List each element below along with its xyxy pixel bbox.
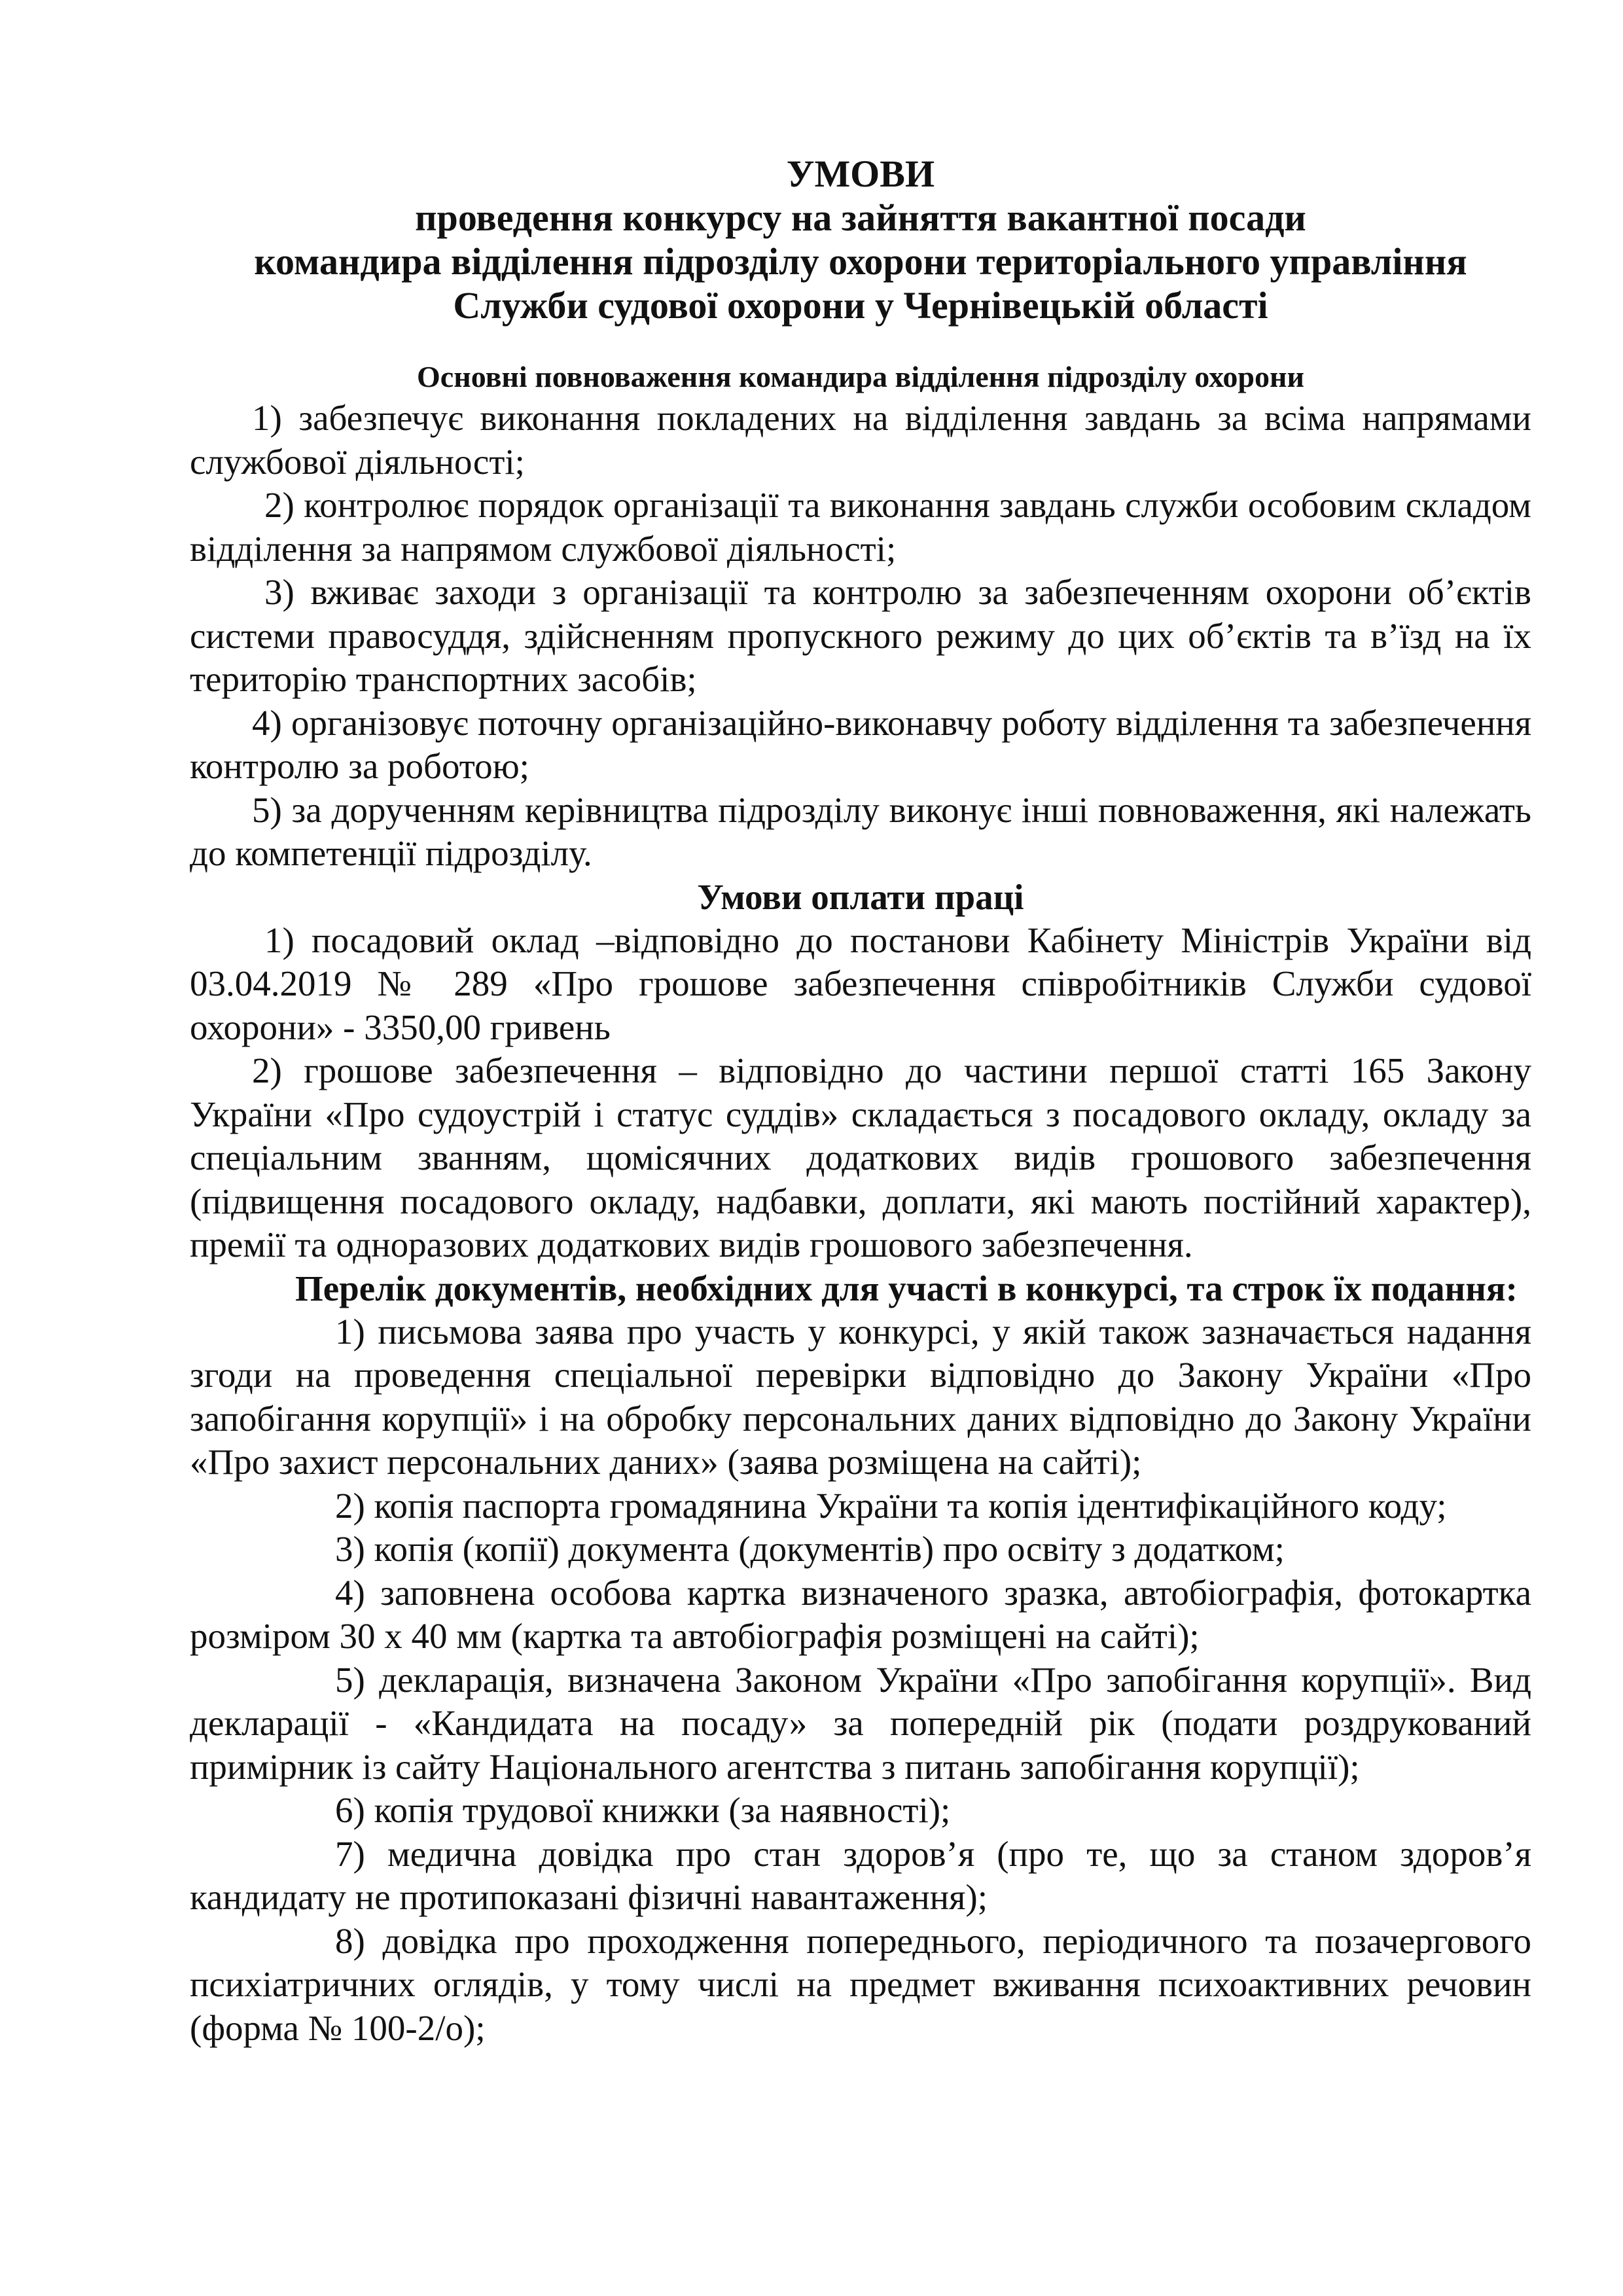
documents-item: 7) медична довідка про стан здоров’я (про те, що за станом здоров’я кандидату не протипоказані фізичні навантаження); [190,1833,1531,1917]
documents-item: 6) копія трудової книжки (за наявності); [335,1790,951,1830]
documents-item: 2) копія паспорта громадянина України та копія ідентифікаційного коду; [335,1485,1447,1526]
document-page [190,152,1531,2050]
pay-item: 1) посадовий оклад –відповідно до постанови Кабінету Міністрів України від 03.04.2019 № 289 «Про грошове забезпечення співробітників Служби судової охорони» - 3350,00 гривень [190,920,1531,1047]
powers-heading: Основні повноваження командира відділення підрозділу охорони [417,360,1304,393]
documents-item: 4) заповнена особова картка визначеного зразка, автобіографія, фотокартка розміром 30 х 40 мм (картка та автобіографія розміщені на сайті); [190,1572,1531,1656]
title-line: проведення конкурсу на зайняття вакантної посади [415,196,1306,239]
powers-item: 2) контролює порядок організації та виконання завдань служби особовим складом відділення за напрямом службової діяльності; [190,485,1531,569]
documents-item: 1) письмова заява про участь у конкурсі, у якій також зазначається надання згоди на проведення спеціальної перевірки відповідно до Закону України «Про запобігання корупції» і на обробку персональних даних відповідно до Закону України «Про захист персональних даних» (заява розміщена на сайті); [190,1311,1531,1482]
powers-item: 1) забезпечує виконання покладених на відділення завдань за всіма напрямами службової діяльності; [190,398,1531,482]
documents-item: 8) довідка про проходження попереднього, періодичного та позачергового психіатричних оглядів, у тому числі на предмет вживання психоактивних речовин (форма № 100-2/о); [190,1920,1531,2048]
powers-item: 3) вживає заходи з організації та контролю за забезпеченням охорони об’єктів системи правосуддя, здійсненням пропускного режиму до цих об’єктів та в’їзд на їх територію транспортних засобів; [190,572,1531,699]
powers-item: 4) організовує поточну організаційно-виконавчу роботу відділення та забезпечення контролю за роботою; [190,702,1531,786]
document-title [190,152,1531,327]
documents-item: 5) декларація, визначена Законом України «Про запобігання корупції». Вид декларації - «Кандидата на посаду» за попередній рік (подати роздрукований примірник із сайту Національного агентства з питань запобігання корупції); [190,1659,1531,1787]
title-main: УМОВИ [786,152,935,195]
documents-item: 3) копія (копії) документа (документів) про освіту з додатком; [335,1529,1285,1569]
title-line: Служби судової охорони у Чернівецькій області [453,284,1268,327]
title-line: командира відділення підрозділу охорони територіального управління [254,240,1467,283]
pay-item: 2) грошове забезпечення – відповідно до частини першої статті 165 Закону України «Про судоустрій і статус суддів» складається з посадового окладу, окладу за спеціальним званням, щомісячних додаткових видів грошового забезпечення (підвищення посадового окладу, надбавки, доплати, які мають постійний характер), премії та одноразових додаткових видів грошового забезпечення. [190,1050,1531,1265]
documents-heading: Перелік документів, необхідних для участі в конкурсі, та строк їх подання: [294,1268,1518,1308]
powers-item: 5) за дорученням керівництва підрозділу виконує інші повноваження, які належать до компетенції підрозділу. [190,789,1531,873]
pay-heading: Умови оплати праці [697,876,1024,917]
